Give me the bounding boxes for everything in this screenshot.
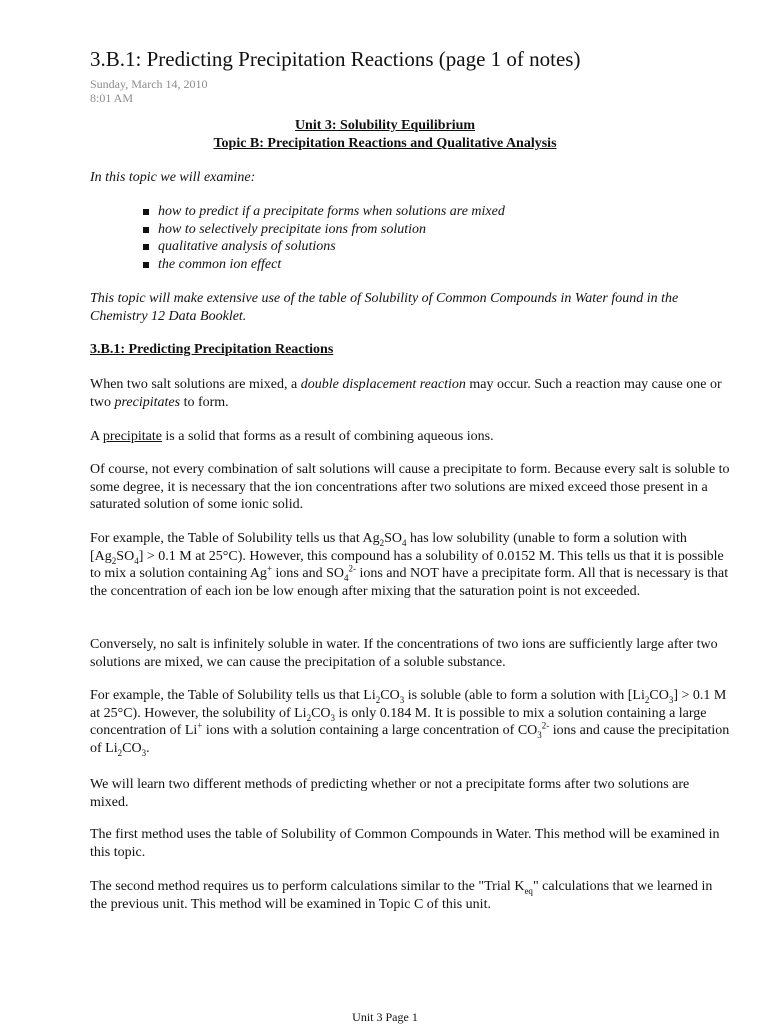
data-booklet-note: This topic will make extensive use of the table of Solubility of Common Compounds in Water found in the Chemistry 12 Data Booklet. (90, 291, 679, 324)
paragraph-solubility-degree: Of course, not every combination of salt solutions will cause a precipitate to form. Because every salt is soluble to some degree, it is necessary that the ion concentrations after two solutions are mixed exceed those present in a saturated solution of some ionic solid. (90, 462, 730, 512)
paragraph-li2co3-example: For example, the Table of Solubility tells us that $Li_2CO_3$ is soluble (able to form a solution with $[Li_2CO_3] > 0.1$ M at 25°C). However, the solubility of $Li_2CO_3$ is only 0.184 M. It is possible to mix a solution containing a large concentration of Li+ ions with a solution containing a large concentration of $CO_3^{2-}$ ions and cause the precipitation of $Li_2CO_3$. (90, 688, 730, 758)
note-time: 8:01 AM (90, 91, 134, 105)
intro-text: In this topic we will examine: (90, 170, 256, 185)
paragraph-double-displacement: When two salt solutions are mixed, a double displacement reaction may occur. Such a reaction may cause one or two precipitates to form. (90, 377, 722, 410)
list-item: how to selectively precipitate ions from solution (142, 221, 505, 239)
page-title: 3.B.1: Predicting Precipitation Reactions (page 1 of notes) (90, 47, 581, 71)
paragraph-second-method: The second method requires us to perform calculations similar to the "Trial $K_{eq}$" calculations that we learned in the previous unit. This method will be examined in Topic C of this unit. (90, 879, 713, 912)
paragraph-ag2so4-example: For example, the Table of Solubility tells us that $Ag_2SO_4$ has low solubility (unable to form a solution with $[Ag_2SO_4] > 0.1$ M at 25°C). However, this compound has a solubility of 0.0152 M. This tells us that it is possible to mix a solution containing Ag+ ions and $SO_4^{2-}$ ions and NOT have a precipitate form. All that is necessary is that the concentration of each ion be low enough after mixing that the saturation point is not exceeded. (90, 531, 729, 599)
topic-heading: Topic B: Precipitation Reactions and Qualitative Analysis (213, 136, 557, 151)
list-item: how to predict if a precipitate forms when solutions are mixed (142, 203, 505, 221)
note-date: Sunday, March 14, 2010 (90, 77, 208, 91)
list-item: qualitative analysis of solutions (142, 238, 505, 256)
paragraph-two-methods: We will learn two different methods of predicting whether or not a precipitate forms after two solutions are mixed. (90, 777, 690, 810)
page-footer: Unit 3 Page 1 (352, 1010, 418, 1024)
paragraph-first-method: The first method uses the table of Solubility of Common Compounds in Water. This method will be examined in this topic. (90, 827, 720, 860)
unit-heading: Unit 3: Solubility Equilibrium (294, 118, 476, 133)
paragraph-precipitate-definition: A precipitate is a solid that forms as a result of combining aqueous ions. (90, 429, 494, 444)
list-item: the common ion effect (142, 256, 505, 274)
unit-headings (0, 117, 770, 153)
paragraph-conversely: Conversely, no salt is infinitely soluble in water. If the concentrations of two ions are sufficiently large after two solutions are mixed, we can cause the precipitation of a soluble substance. (90, 637, 718, 670)
topic-list (142, 203, 505, 273)
note-timestamp (90, 77, 208, 105)
section-heading: 3.B.1: Predicting Precipitation Reactions (90, 342, 334, 357)
